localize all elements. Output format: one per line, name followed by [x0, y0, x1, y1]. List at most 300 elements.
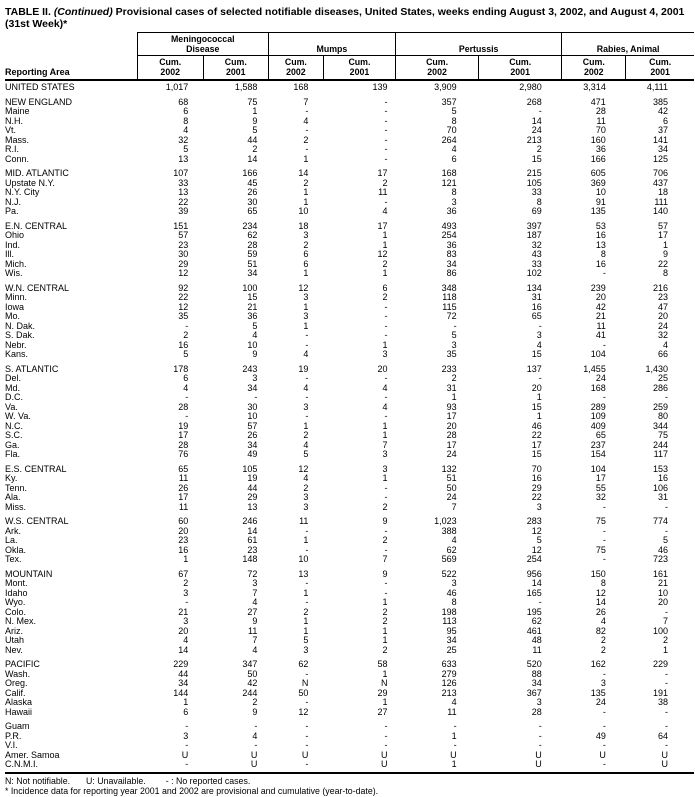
value-cell: 3 — [536, 697, 542, 707]
value-cell: 118 — [442, 292, 457, 302]
value-cell: 75 — [657, 430, 668, 440]
value-cell: 7 — [382, 554, 388, 564]
value-cell: - — [384, 106, 388, 116]
reporting-area-cell: P.R. — [5, 730, 22, 741]
value-cell: 2 — [600, 644, 606, 655]
value-cell: 8 — [600, 249, 606, 259]
value-cell: 1 — [303, 535, 309, 545]
table-row — [5, 660, 694, 670]
table-row — [5, 579, 694, 589]
reporting-area-cell: E.N. CENTRAL — [5, 220, 68, 231]
value-cell: 50 — [298, 687, 309, 698]
value-cell: - — [384, 740, 388, 750]
col-header-line: Cum. — [348, 57, 371, 67]
value-cell: 62 — [531, 616, 542, 626]
value-cell: - — [538, 740, 542, 750]
value-cell: 61 — [247, 535, 258, 545]
value-cell: 51 — [446, 473, 457, 483]
reporting-area-cell: Vt. — [5, 125, 17, 135]
table-header — [5, 33, 694, 81]
reporting-area-cell: N.C. — [5, 420, 23, 431]
value-cell: 34 — [446, 635, 457, 645]
value-cell: 13 — [247, 501, 258, 512]
value-cell: 6 — [183, 706, 189, 717]
table-row — [5, 636, 694, 646]
value-cell: 22 — [178, 196, 189, 207]
value-cell: 12 — [298, 282, 309, 293]
value-cell: 22 — [531, 492, 542, 502]
value-cell: 16 — [595, 258, 606, 269]
value-cell: 10 — [247, 339, 258, 350]
value-cell: 32 — [178, 134, 189, 145]
table-body — [5, 80, 694, 773]
value-cell: - — [602, 525, 606, 536]
table-row — [5, 493, 694, 503]
table-row — [5, 269, 694, 279]
value-cell: 11 — [248, 625, 258, 636]
table-row — [5, 207, 694, 217]
value-cell: 168 — [293, 82, 309, 92]
value-cell: 187 — [526, 230, 542, 240]
col-header-line: 2002 — [286, 66, 306, 77]
value-cell: 2,980 — [519, 82, 542, 92]
value-cell: 83 — [446, 249, 457, 259]
value-cell: 5 — [252, 320, 258, 331]
value-cell: 16 — [178, 544, 189, 555]
value-cell: 3,909 — [434, 82, 457, 92]
value-cell: 117 — [653, 449, 668, 459]
value-cell: 31 — [446, 382, 457, 393]
value-cell: 104 — [590, 463, 606, 474]
value-cell: 246 — [242, 516, 258, 526]
value-cell: 106 — [652, 482, 668, 493]
value-cell: 28 — [595, 106, 606, 116]
value-cell: 132 — [441, 463, 457, 474]
value-cell: 72 — [446, 311, 457, 321]
value-cell: - — [384, 320, 388, 331]
value-cell: 5 — [451, 330, 457, 340]
table-row — [5, 107, 694, 117]
value-cell: 67 — [178, 568, 189, 579]
value-cell: 92 — [178, 282, 189, 293]
value-cell: 1 — [382, 625, 388, 636]
value-cell: 3 — [303, 401, 309, 412]
value-cell: U — [203, 760, 268, 773]
value-cell: 723 — [652, 554, 668, 564]
value-cell: - — [305, 106, 309, 116]
value-cell: 4 — [303, 349, 309, 359]
value-cell: 234 — [242, 220, 258, 231]
value-cell: 15 — [247, 292, 258, 302]
value-cell: 34 — [178, 678, 189, 688]
value-cell: 18 — [657, 187, 668, 197]
value-cell: 1,017 — [165, 82, 189, 92]
value-cell: 162 — [590, 659, 606, 669]
value-cell: 21 — [178, 606, 189, 617]
value-cell: - — [254, 392, 258, 402]
col-header-rabies-cum2001 — [626, 56, 694, 81]
value-cell: - — [384, 392, 388, 402]
value-cell: 26 — [247, 430, 258, 440]
value-cell: 16 — [531, 473, 542, 483]
value-cell: 135 — [590, 687, 606, 698]
value-cell: - — [185, 740, 189, 750]
value-cell: 10 — [298, 206, 309, 216]
value-cell: - — [305, 339, 309, 350]
value-cell: 2 — [303, 134, 309, 145]
value-cell: 44 — [247, 134, 258, 145]
value-cell: 3 — [451, 196, 457, 207]
value-cell: 51 — [247, 258, 258, 269]
value-cell: - — [305, 525, 309, 536]
value-cell: 706 — [652, 168, 668, 178]
value-cell: 16 — [531, 301, 542, 312]
value-cell: - — [384, 134, 388, 145]
value-cell: 115 — [442, 301, 457, 312]
value-cell: 5 — [536, 535, 542, 545]
value-cell: - — [305, 411, 309, 421]
value-cell: 3 — [536, 501, 542, 512]
value-cell: U — [301, 749, 309, 760]
value-cell: 2 — [252, 144, 258, 154]
value-cell: 461 — [526, 625, 542, 636]
value-cell: 28 — [446, 430, 457, 440]
value-cell: 33 — [178, 177, 189, 188]
value-cell: 2 — [382, 177, 388, 188]
table-row — [5, 751, 694, 761]
value-cell: 21 — [247, 301, 258, 312]
value-cell: 14 — [595, 597, 606, 607]
value-cell: - — [305, 144, 309, 154]
reporting-area-cell: W.S. CENTRAL — [5, 516, 69, 526]
footnote-unavailable: U: Unavailable. — [86, 775, 146, 786]
value-cell: 12 — [595, 587, 606, 598]
value-cell: 1 — [303, 196, 309, 207]
reporting-area-cell: Ala. — [5, 492, 21, 502]
value-cell: 34 — [247, 382, 258, 393]
value-cell: 178 — [173, 363, 189, 374]
value-cell: 2 — [303, 430, 309, 440]
value-cell: 385 — [652, 96, 668, 107]
value-cell: 30 — [247, 196, 258, 207]
reporting-area-cell: S. Dak. — [5, 330, 35, 340]
value-cell: 1 — [382, 239, 388, 250]
reporting-area-cell: Conn. — [5, 153, 30, 164]
value-cell: 47 — [657, 301, 668, 312]
table-row — [5, 136, 694, 146]
value-cell: - — [602, 668, 606, 679]
reporting-area-cell: R.I. — [5, 144, 20, 154]
value-cell: 60 — [178, 516, 189, 526]
value-cell: 3 — [303, 292, 309, 302]
table-row — [5, 527, 694, 537]
value-cell: 26 — [178, 482, 189, 493]
value-cell: 8 — [662, 268, 668, 278]
value-cell: 279 — [441, 668, 457, 679]
value-cell: 102 — [526, 268, 542, 278]
value-cell: 4 — [303, 439, 309, 450]
value-cell: - — [254, 721, 258, 731]
table-row — [5, 284, 694, 294]
value-cell: 8 — [183, 115, 189, 126]
reporting-area-cell: Ky. — [5, 473, 18, 483]
value-cell: 10 — [298, 554, 309, 564]
group-header-meningococcal — [137, 33, 268, 56]
value-cell: 1 — [303, 320, 309, 331]
col-header-line: Cum. — [649, 57, 672, 67]
value-cell: - — [185, 320, 189, 331]
table-row — [5, 608, 694, 618]
value-cell: - — [384, 730, 388, 741]
footnote-no-cases: - : No reported cases. — [165, 775, 251, 786]
value-cell: 1 — [303, 625, 309, 636]
value-cell: 46 — [657, 544, 668, 555]
reporting-area-cell: Upstate N.Y. — [5, 177, 55, 188]
value-cell: 44 — [178, 668, 189, 679]
value-cell: 347 — [242, 659, 258, 669]
reporting-area-cell: UNITED STATES — [5, 82, 75, 92]
value-cell: - — [305, 697, 309, 707]
reporting-area-cell: Wis. — [5, 268, 23, 278]
col-header-line: Cum. — [509, 57, 532, 67]
value-cell: 1,455 — [583, 363, 606, 374]
value-cell: 10 — [657, 587, 668, 598]
value-cell: 4 — [252, 730, 258, 741]
value-cell: 6 — [451, 153, 457, 164]
value-cell: - — [384, 311, 388, 321]
table-row — [5, 732, 694, 742]
value-cell: 237 — [590, 439, 606, 450]
reporting-area-cell: N. Mex. — [5, 616, 37, 626]
reporting-area-cell: Pa. — [5, 206, 19, 216]
value-cell: - — [602, 268, 606, 278]
value-cell: 4 — [382, 382, 388, 393]
value-cell: 153 — [652, 463, 668, 474]
value-cell: 5 — [183, 144, 189, 154]
value-cell: 10 — [247, 411, 258, 421]
value-cell: 150 — [590, 568, 606, 579]
value-cell: - — [384, 196, 388, 207]
value-cell: 520 — [526, 659, 542, 669]
value-cell: 1 — [451, 392, 457, 402]
value-cell: 24 — [446, 492, 457, 502]
value-cell: 17 — [377, 168, 388, 178]
value-cell: - — [305, 392, 309, 402]
table-row — [5, 331, 694, 341]
value-cell: - — [185, 411, 189, 421]
value-cell: 65 — [595, 430, 606, 440]
value-cell: 956 — [526, 568, 542, 579]
value-cell: 37 — [657, 125, 668, 135]
table-row — [5, 250, 694, 260]
value-cell: 11 — [447, 706, 457, 717]
value-cell: U — [250, 749, 258, 760]
value-cell: - — [305, 668, 309, 679]
col-header-pertussis-cum2001 — [479, 56, 562, 81]
reporting-area-cell: V.I. — [5, 740, 18, 750]
value-cell: - — [602, 339, 606, 350]
value-cell: 11 — [299, 516, 309, 526]
value-cell: 105 — [242, 463, 258, 474]
value-cell: 66 — [657, 349, 668, 359]
value-cell: 22 — [531, 430, 542, 440]
value-cell: 259 — [652, 401, 668, 412]
value-cell: 4 — [536, 339, 542, 350]
value-cell: 5 — [451, 106, 457, 116]
table-row — [5, 555, 694, 565]
value-cell: - — [665, 678, 668, 688]
value-cell: 148 — [242, 554, 258, 564]
table-row — [5, 117, 694, 127]
value-cell: - — [562, 760, 626, 773]
col-header-men-cum2002 — [137, 56, 203, 81]
value-cell: 86 — [446, 268, 457, 278]
value-cell: 34 — [657, 144, 668, 154]
reporting-area-cell: Ill. — [5, 249, 14, 259]
value-cell: 5 — [303, 635, 309, 645]
value-cell: - — [305, 544, 309, 555]
value-cell: 2 — [183, 578, 189, 588]
value-cell: 19 — [247, 473, 258, 483]
reporting-area-cell: Colo. — [5, 606, 27, 617]
value-cell: 8 — [600, 578, 606, 588]
reporting-area-cell: D.C. — [5, 392, 23, 402]
value-cell: 3 — [303, 644, 309, 655]
value-cell: 254 — [526, 554, 542, 564]
value-cell: 42 — [657, 106, 668, 116]
value-cell: 9 — [382, 516, 388, 526]
value-cell: - — [602, 501, 606, 512]
group-header-pertussis — [396, 33, 562, 56]
col-header-rabies-cum2002 — [562, 56, 626, 81]
value-cell: - — [538, 730, 542, 741]
value-cell: 34 — [247, 439, 258, 450]
value-cell: - — [665, 706, 668, 717]
value-cell: 166 — [242, 168, 258, 178]
value-cell: 111 — [654, 196, 668, 207]
value-cell: 104 — [590, 349, 606, 359]
table-row — [5, 698, 694, 708]
value-cell: 49 — [595, 730, 606, 741]
value-cell: 2 — [382, 258, 388, 269]
value-cell: 7 — [303, 96, 309, 107]
value-cell: 137 — [526, 363, 542, 374]
col-header-men-cum2001 — [203, 56, 268, 81]
value-cell: - — [602, 392, 606, 402]
value-cell: 1 — [252, 106, 258, 116]
value-cell: 1 — [183, 554, 189, 564]
value-cell: 6 — [303, 249, 309, 259]
value-cell: 50 — [446, 482, 457, 493]
value-cell: 233 — [441, 363, 457, 374]
value-cell: - — [665, 721, 668, 731]
value-cell: 20 — [657, 311, 668, 321]
table-row — [5, 450, 694, 460]
table-row — [5, 188, 694, 198]
value-cell: 3 — [303, 501, 309, 512]
value-cell: 4,111 — [646, 82, 668, 92]
value-cell: - — [384, 115, 388, 126]
value-cell: 141 — [652, 134, 668, 145]
value-cell: 41 — [595, 330, 606, 340]
value-cell: - — [384, 144, 388, 154]
value-cell: 3 — [252, 373, 258, 383]
col-header-line: 2001 — [349, 66, 370, 77]
col-header-line: 2001 — [226, 66, 246, 77]
value-cell: 20 — [377, 363, 388, 374]
reporting-area-cell: Okla. — [5, 544, 27, 555]
table-row — [5, 474, 694, 484]
value-cell: - — [665, 740, 668, 750]
value-cell: 198 — [441, 606, 457, 617]
table-row — [5, 303, 694, 313]
reporting-area-cell: N.Y. City — [5, 187, 40, 197]
reporting-area-cell: Amer. Samoa — [5, 749, 60, 760]
value-cell: 14 — [531, 115, 542, 126]
value-cell: U — [381, 749, 388, 760]
value-cell: 3 — [183, 730, 189, 741]
value-cell: 13 — [178, 187, 189, 197]
table-row — [5, 312, 694, 322]
value-cell: 6 — [303, 258, 309, 269]
value-cell: 11 — [596, 320, 606, 331]
value-cell: 1 — [451, 730, 457, 741]
value-cell: 243 — [242, 363, 258, 374]
value-cell: U — [181, 749, 189, 760]
value-cell: 44 — [247, 482, 258, 493]
reporting-area-cell: Nebr. — [5, 339, 27, 350]
table-row — [5, 617, 694, 627]
value-cell: - — [453, 320, 457, 331]
value-cell: 3 — [303, 492, 309, 502]
table-row — [5, 708, 694, 718]
value-cell: 7 — [252, 587, 258, 598]
value-cell: 7 — [252, 635, 258, 645]
value-cell: 3 — [252, 578, 258, 588]
value-cell: - — [384, 525, 388, 536]
group-label-line: Rabies, Animal — [596, 43, 660, 54]
value-cell: 7 — [451, 501, 457, 512]
table-title — [5, 7, 692, 19]
group-label-line: Pertussis — [458, 43, 499, 54]
value-cell: - — [384, 301, 388, 312]
col-header-mumps-cum2001 — [323, 56, 395, 81]
table-row — [5, 80, 694, 93]
value-cell: 1 — [662, 239, 668, 250]
reporting-area-cell: Mont. — [5, 578, 28, 588]
value-cell: 100 — [652, 625, 668, 636]
value-cell: - — [305, 330, 309, 340]
value-cell: 9 — [662, 249, 668, 259]
value-cell: 17 — [178, 430, 189, 440]
reporting-area-cell: Tex. — [5, 554, 22, 564]
col-header-line: 2002 — [584, 66, 604, 77]
value-cell: - — [185, 721, 189, 731]
value-cell: - — [185, 392, 189, 402]
value-cell: - — [384, 721, 388, 731]
value-cell: 1,588 — [234, 82, 258, 92]
value-cell: 168 — [590, 382, 606, 393]
value-cell: 4 — [382, 206, 388, 216]
value-cell: 17 — [446, 439, 457, 450]
value-cell: 38 — [657, 697, 668, 707]
value-cell: 774 — [652, 516, 668, 526]
value-cell: - — [384, 96, 388, 107]
table-row — [5, 465, 694, 475]
value-cell: - — [665, 606, 668, 617]
value-cell: 168 — [441, 168, 457, 178]
value-cell: - — [384, 578, 388, 588]
